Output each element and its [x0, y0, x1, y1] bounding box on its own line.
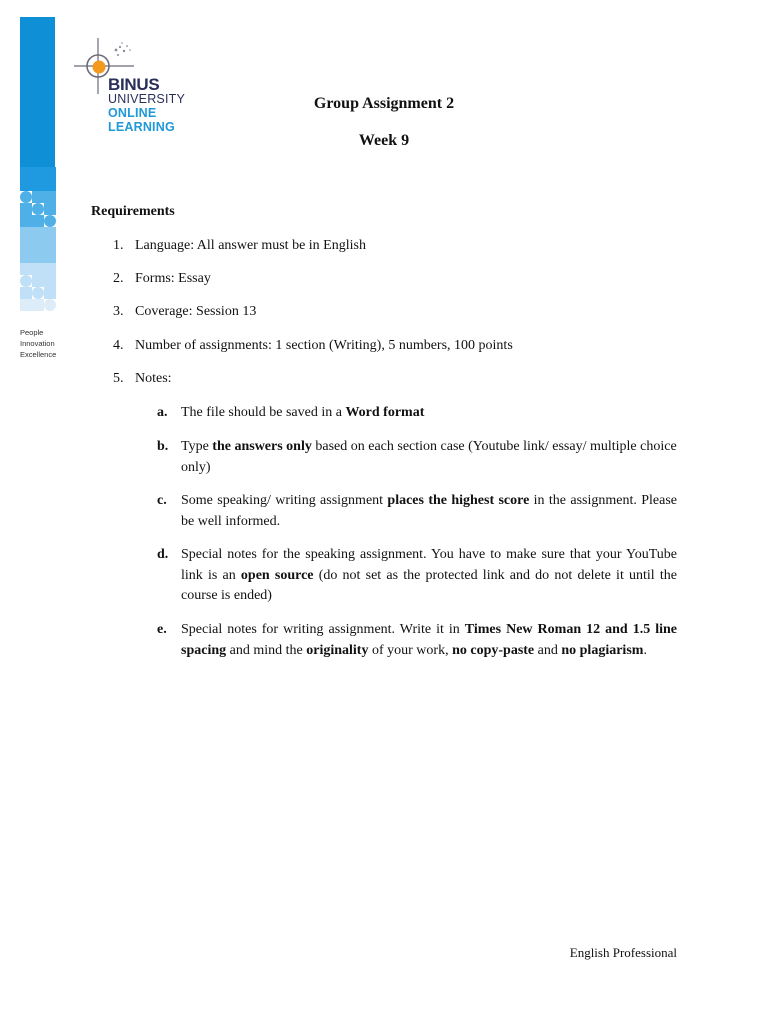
tagline-innovation: Innovation [20, 339, 55, 348]
note-label: a. [157, 405, 168, 420]
mosaic-tile [32, 215, 44, 227]
mosaic-tile [20, 263, 32, 275]
note-b [157, 437, 677, 478]
note-text [181, 491, 677, 532]
mosaic-tile [44, 275, 56, 287]
note-emphasis: open source [240, 567, 314, 583]
list-item [113, 304, 256, 320]
list-item [113, 271, 211, 287]
note-text-part: Type [181, 439, 213, 454]
mosaic-tile [32, 239, 44, 251]
logo-online: ONLINE [108, 106, 157, 120]
binus-logo [72, 36, 192, 146]
note-text-part: Special notes for writing assignment. Write it in [181, 622, 465, 637]
list-item-number: 1. [113, 238, 124, 253]
note-e [157, 620, 677, 661]
note-text-part: Some speaking/ writing assignment [181, 493, 388, 508]
list-item-text: Forms: Essay [135, 271, 211, 286]
mosaic-tile [44, 179, 56, 191]
mosaic-tile [32, 299, 44, 311]
note-d [157, 545, 677, 607]
mosaic-tile [20, 179, 32, 191]
mosaic-tile [32, 167, 44, 179]
mosaic-tile [44, 287, 56, 299]
note-text-part: based on each section case (Youtube link/ essay/ multiple choice only) [181, 439, 677, 475]
mosaic-tile [20, 191, 32, 203]
mosaic-tile [20, 287, 32, 299]
mosaic-tile [20, 251, 32, 263]
note-text [181, 403, 677, 424]
brand-stripe [20, 17, 55, 313]
note-emphasis: Word format [345, 405, 425, 420]
document-subtitle: Week 9 [358, 132, 410, 149]
mosaic-tile [44, 215, 56, 227]
mosaic-tile [20, 167, 32, 179]
mosaic-tile [32, 203, 44, 215]
stripe-mosaic [20, 167, 55, 313]
mosaic-tile [32, 179, 44, 191]
note-text-part: and mind the [226, 642, 307, 658]
note-text-part: (do not set as the protected link and do not delete it until the course is ended) [181, 567, 677, 603]
mosaic-tile [32, 251, 44, 263]
note-emphasis: originality [306, 642, 369, 658]
list-item-number: 5. [113, 371, 124, 386]
mosaic-tile [44, 203, 56, 215]
tagline-excellence: Excellence [20, 350, 57, 359]
note-emphasis: the answers only [212, 439, 312, 454]
mosaic-tile [20, 239, 32, 251]
note-label: c. [157, 493, 167, 508]
tagline [20, 327, 56, 360]
note-text-part: of your work, [368, 642, 453, 658]
note-emphasis: no plagiarism [561, 642, 644, 658]
mosaic-tile [32, 263, 44, 275]
note-a [157, 403, 677, 424]
requirements-heading: Requirements [91, 204, 175, 219]
list-item-number: 3. [113, 304, 124, 319]
list-item-number: 2. [113, 271, 124, 286]
note-label: d. [157, 547, 169, 562]
mosaic-tile [32, 275, 44, 287]
note-text [181, 437, 677, 478]
note-emphasis: no copy-paste [452, 642, 535, 658]
logo-learning: LEARNING [108, 120, 175, 134]
note-text [181, 545, 677, 607]
list-item-text: Language: All answer must be in English [135, 238, 366, 253]
note-text-part: . [643, 642, 647, 658]
mosaic-tile [44, 263, 56, 275]
note-label: e. [157, 622, 167, 637]
logo-binus: BINUS [108, 75, 160, 94]
mosaic-tile [32, 287, 44, 299]
note-text-part: and [534, 642, 562, 658]
note-text-part: The file should be saved in a [181, 405, 346, 420]
mosaic-tile [20, 215, 32, 227]
mosaic-tile [20, 227, 32, 239]
note-text-part: Special notes for the speaking assignment. You have to make sure that your YouTube link is an [181, 547, 677, 583]
list-item-text: Notes: [135, 371, 172, 386]
note-text [181, 620, 677, 661]
mosaic-tile [44, 251, 56, 263]
mosaic-tile [44, 227, 56, 239]
mosaic-tile [44, 191, 56, 203]
logo-university: UNIVERSITY [108, 92, 186, 106]
document-title: Group Assignment 2 [313, 95, 455, 112]
mosaic-tile [44, 239, 56, 251]
mosaic-tile [44, 167, 56, 179]
list-item [113, 338, 513, 354]
page-footer: English Professional [569, 945, 677, 960]
note-emphasis: Times New Roman 12 and 1.5 line spacing [181, 622, 677, 658]
mosaic-tile [20, 203, 32, 215]
note-label: b. [157, 439, 169, 454]
list-item-text: Coverage: Session 13 [135, 304, 257, 319]
note-text-part: in the assignment. Please be well informed. [181, 493, 677, 529]
tagline-people: People [20, 328, 44, 337]
mosaic-tile [44, 299, 56, 311]
list-item-number: 4. [113, 338, 124, 353]
mosaic-tile [20, 275, 32, 287]
note-emphasis: places the highest score [387, 493, 530, 508]
mosaic-tile [32, 191, 44, 203]
list-item [113, 371, 172, 387]
note-c [157, 491, 677, 532]
mosaic-tile [32, 227, 44, 239]
list-item-text: Number of assignments: 1 section (Writing), 5 numbers, 100 points [135, 338, 513, 353]
mosaic-tile [20, 299, 32, 311]
list-item [113, 238, 366, 254]
